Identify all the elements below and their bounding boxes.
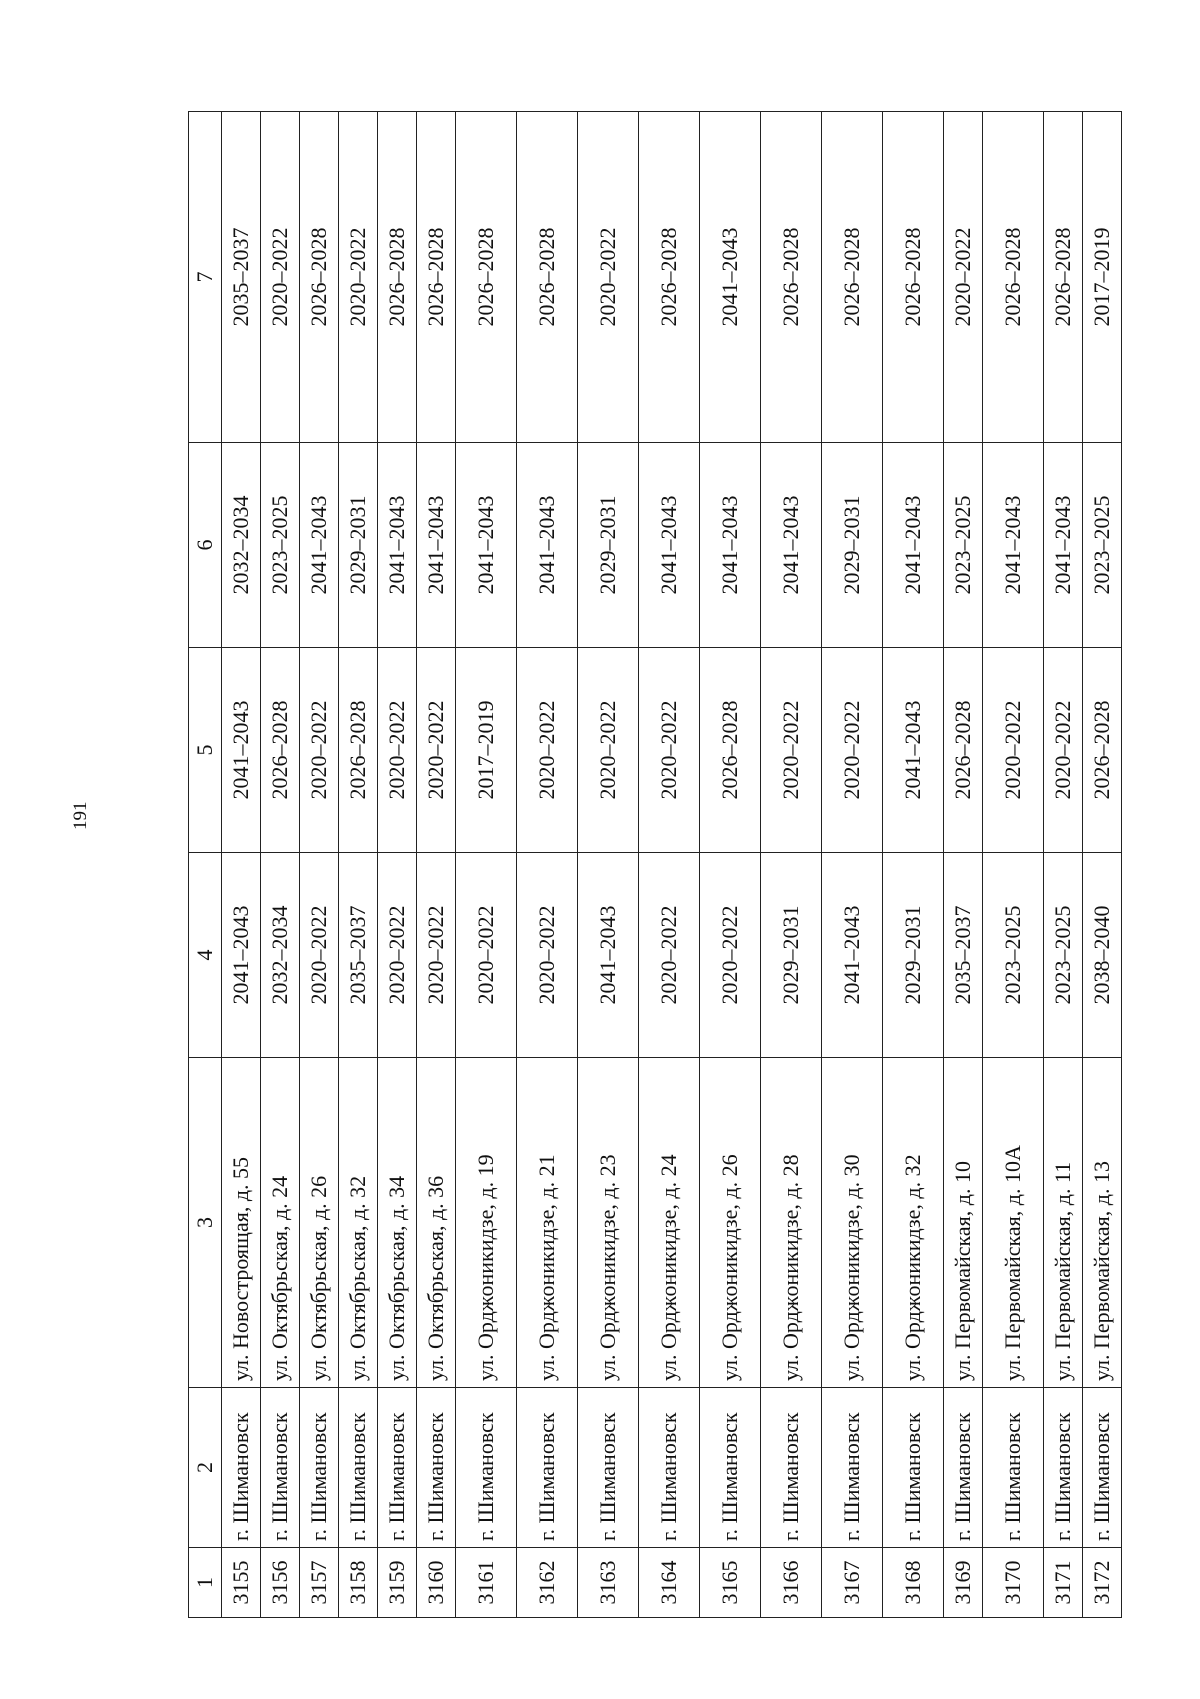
period-cell: 2020–2022 [639,648,700,853]
column-header-2: 2 [189,1388,222,1548]
period-cell: 2029–2031 [883,853,944,1058]
period-cell: 2041–2043 [300,443,339,648]
address-cell: ул. Орджоникидзе, д. 26 [700,1058,761,1388]
row-number: 3168 [883,1548,944,1618]
period-cell: 2020–2022 [378,648,417,853]
period-cell: 2020–2022 [1044,648,1083,853]
row-number: 3158 [339,1548,378,1618]
city-cell: г. Шимановск [1044,1388,1083,1548]
city-cell: г. Шимановск [639,1388,700,1548]
row-number: 3160 [417,1548,456,1618]
row-number: 3159 [378,1548,417,1618]
city-cell: г. Шимановск [517,1388,578,1548]
period-cell: 2020–2022 [639,853,700,1058]
row-number: 3162 [517,1548,578,1618]
table-row [378,112,417,1618]
header-row [189,112,222,1618]
row-number: 3165 [700,1548,761,1618]
row-number: 3163 [578,1548,639,1618]
period-cell: 2020–2022 [378,853,417,1058]
page-number: 191 [70,801,91,830]
schedule-table [188,111,1122,1618]
city-cell: г. Шимановск [339,1388,378,1548]
period-cell: 2023–2025 [983,853,1044,1058]
period-cell: 2026–2028 [883,112,944,443]
period-cell: 2023–2025 [944,443,983,648]
table-row [983,112,1044,1618]
address-cell: ул. Орджоникидзе, д. 28 [761,1058,822,1388]
table-row [456,112,517,1618]
period-cell: 2041–2043 [222,853,261,1058]
table-row [822,112,883,1618]
column-header-5: 5 [189,648,222,853]
row-number: 3161 [456,1548,517,1618]
period-cell: 2035–2037 [339,853,378,1058]
period-cell: 2032–2034 [261,853,300,1058]
period-cell: 2041–2043 [700,112,761,443]
period-cell: 2017–2019 [1083,112,1122,443]
column-header-7: 7 [189,112,222,443]
address-cell: ул. Первомайская, д. 13 [1083,1058,1122,1388]
period-cell: 2041–2043 [456,443,517,648]
period-cell: 2020–2022 [300,648,339,853]
period-cell: 2023–2025 [1083,443,1122,648]
city-cell: г. Шимановск [700,1388,761,1548]
period-cell: 2023–2025 [1044,853,1083,1058]
period-cell: 2026–2028 [700,648,761,853]
period-cell: 2041–2043 [1044,443,1083,648]
row-number: 3156 [261,1548,300,1618]
period-cell: 2032–2034 [222,443,261,648]
address-cell: ул. Октябрьская, д. 36 [417,1058,456,1388]
period-cell: 2020–2022 [761,648,822,853]
table-row [883,112,944,1618]
table-row [578,112,639,1618]
row-number: 3167 [822,1548,883,1618]
period-cell: 2041–2043 [883,443,944,648]
period-cell: 2020–2022 [517,648,578,853]
period-cell: 2020–2022 [261,112,300,443]
address-cell: ул. Октябрьская, д. 24 [261,1058,300,1388]
row-number: 3157 [300,1548,339,1618]
row-number: 3169 [944,1548,983,1618]
column-header-6: 6 [189,443,222,648]
address-cell: ул. Октябрьская, д. 32 [339,1058,378,1388]
period-cell: 2041–2043 [983,443,1044,648]
period-cell: 2035–2037 [222,112,261,443]
column-header-4: 4 [189,853,222,1058]
address-cell: ул. Первомайская, д. 10А [983,1058,1044,1388]
period-cell: 2026–2028 [761,112,822,443]
period-cell: 2041–2043 [378,443,417,648]
period-cell: 2020–2022 [339,112,378,443]
period-cell: 2020–2022 [983,648,1044,853]
city-cell: г. Шимановск [761,1388,822,1548]
rotated-table-container [188,112,1122,1618]
city-cell: г. Шимановск [261,1388,300,1548]
address-cell: ул. Орджоникидзе, д. 24 [639,1058,700,1388]
row-number: 3164 [639,1548,700,1618]
period-cell: 2041–2043 [578,853,639,1058]
period-cell: 2041–2043 [417,443,456,648]
row-number: 3166 [761,1548,822,1618]
address-cell: ул. Орджоникидзе, д. 32 [883,1058,944,1388]
period-cell: 2020–2022 [456,853,517,1058]
period-cell: 2035–2037 [944,853,983,1058]
period-cell: 2026–2028 [456,112,517,443]
address-cell: ул. Орджоникидзе, д. 21 [517,1058,578,1388]
period-cell: 2026–2028 [339,648,378,853]
table-row [261,112,300,1618]
city-cell: г. Шимановск [822,1388,883,1548]
period-cell: 2026–2028 [378,112,417,443]
table-row [639,112,700,1618]
row-number: 3171 [1044,1548,1083,1618]
period-cell: 2026–2028 [517,112,578,443]
city-cell: г. Шимановск [944,1388,983,1548]
city-cell: г. Шимановск [883,1388,944,1548]
row-number: 3172 [1083,1548,1122,1618]
city-cell: г. Шимановск [1083,1388,1122,1548]
address-cell: ул. Октябрьская, д. 26 [300,1058,339,1388]
row-number: 3155 [222,1548,261,1618]
period-cell: 2026–2028 [261,648,300,853]
table-row [761,112,822,1618]
period-cell: 2041–2043 [883,648,944,853]
period-cell: 2041–2043 [822,853,883,1058]
period-cell: 2026–2028 [1044,112,1083,443]
address-cell: ул. Новостроящая, д. 55 [222,1058,261,1388]
city-cell: г. Шимановск [417,1388,456,1548]
city-cell: г. Шимановск [378,1388,417,1548]
period-cell: 2026–2028 [417,112,456,443]
city-cell: г. Шимановск [300,1388,339,1548]
period-cell: 2026–2028 [983,112,1044,443]
period-cell: 2041–2043 [639,443,700,648]
period-cell: 2026–2028 [639,112,700,443]
address-cell: ул. Первомайская, д. 11 [1044,1058,1083,1388]
period-cell: 2029–2031 [339,443,378,648]
period-cell: 2020–2022 [944,112,983,443]
period-cell: 2020–2022 [700,853,761,1058]
period-cell: 2020–2022 [578,648,639,853]
table-row [300,112,339,1618]
table-row [700,112,761,1618]
table-row [1044,112,1083,1618]
column-header-3: 3 [189,1058,222,1388]
period-cell: 2029–2031 [761,853,822,1058]
city-cell: г. Шимановск [983,1388,1044,1548]
table-row [339,112,378,1618]
city-cell: г. Шимановск [456,1388,517,1548]
address-cell: ул. Первомайская, д. 10 [944,1058,983,1388]
city-cell: г. Шимановск [578,1388,639,1548]
row-number: 3170 [983,1548,1044,1618]
table-row [517,112,578,1618]
period-cell: 2020–2022 [417,648,456,853]
period-cell: 2020–2022 [517,853,578,1058]
period-cell: 2029–2031 [578,443,639,648]
table-row [1083,112,1122,1618]
period-cell: 2020–2022 [578,112,639,443]
period-cell: 2029–2031 [822,443,883,648]
address-cell: ул. Орджоникидзе, д. 23 [578,1058,639,1388]
period-cell: 2041–2043 [222,648,261,853]
city-cell: г. Шимановск [222,1388,261,1548]
period-cell: 2041–2043 [761,443,822,648]
period-cell: 2017–2019 [456,648,517,853]
address-cell: ул. Октябрьская, д. 34 [378,1058,417,1388]
period-cell: 2026–2028 [822,112,883,443]
table-row [944,112,983,1618]
column-header-1: 1 [189,1548,222,1618]
period-cell: 2041–2043 [517,443,578,648]
period-cell: 2026–2028 [300,112,339,443]
address-cell: ул. Орджоникидзе, д. 30 [822,1058,883,1388]
period-cell: 2038–2040 [1083,853,1122,1058]
period-cell: 2041–2043 [700,443,761,648]
period-cell: 2026–2028 [944,648,983,853]
period-cell: 2026–2028 [1083,648,1122,853]
period-cell: 2020–2022 [300,853,339,1058]
table-row [222,112,261,1618]
address-cell: ул. Орджоникидзе, д. 19 [456,1058,517,1388]
period-cell: 2020–2022 [417,853,456,1058]
period-cell: 2023–2025 [261,443,300,648]
period-cell: 2020–2022 [822,648,883,853]
table-row [417,112,456,1618]
